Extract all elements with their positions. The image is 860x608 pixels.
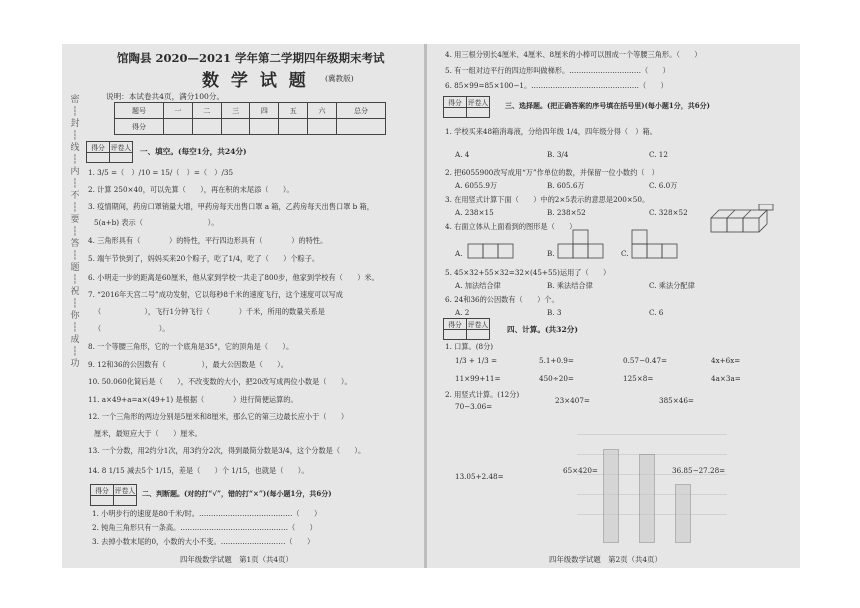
vertical-calc-item: 36.85−27.28=	[672, 466, 726, 475]
oral-calc-item: 125×8=	[623, 374, 654, 383]
choice-option: C. 6	[649, 308, 664, 317]
score-header: 题号	[115, 103, 164, 119]
choice-question: 5. 45×32+55×32=32×(45+55)运用了（ ）	[445, 268, 611, 277]
score-header: 四	[250, 103, 279, 119]
question: 5. 端午节快到了，妈妈买来20个粽子，吃了1/4，吃了（ ）个粽子。	[88, 254, 320, 263]
question: 2. 计算 250×40，可以先算（ ），再在积的末尾添（ ）。	[88, 185, 294, 194]
question: （ ），飞行1分钟飞行（ ）千米，所用的数量关系是	[94, 307, 325, 316]
oral-calc-item: 5.1+0.9=	[539, 356, 574, 365]
question: 厘米，最短应大于（ ）厘米。	[94, 429, 202, 438]
vertical-calc-item: 70−3.06=	[455, 402, 493, 411]
choice-option: B.	[547, 249, 555, 258]
right-page	[427, 44, 800, 568]
choice-question: 6. 24和36的公因数有（ ）个。	[445, 295, 559, 304]
left-page	[62, 44, 425, 568]
choice-option: A. 2	[455, 308, 470, 317]
margin-char: 不	[70, 191, 80, 201]
showthrough-bar	[675, 484, 691, 543]
margin-char: 要	[70, 215, 80, 225]
judge-item: 3. 去掉小数末尾的0，小数的大小不变。………………………（ ）	[92, 537, 315, 546]
score-header: 二	[192, 103, 221, 119]
choice-option: C. 乘法分配律	[649, 281, 695, 290]
question: 13. 一个分数，用2约分1次，用3约分2次，得到最简分数是3/4，这个分数是（ ）。	[88, 446, 366, 455]
vertical-calc-item: 23×407=	[555, 396, 590, 405]
question: 9. 12和36的公因数有（ ），最大公因数是（ ）。	[88, 360, 288, 369]
option-a-figure	[467, 243, 515, 259]
question: 8. 一个等腰三角形，它的一个底角是35°，它的顶角是（ ）。	[88, 342, 294, 351]
oral-calc-item: 0.57−0.47=	[623, 356, 668, 365]
choice-option: C. 12	[649, 150, 668, 159]
score-header: 一	[164, 103, 193, 119]
vertical-calc-item: 13.05+2.48=	[455, 472, 504, 481]
choice-option: A. 加法结合律	[455, 281, 501, 290]
option-c-figure	[631, 229, 679, 259]
section-title: 一、填空。(每空1分，共24分)	[140, 147, 247, 156]
question: 1. 3/5 =（ ）/10 = 15/（ ）=（ ）/35	[88, 168, 234, 177]
choice-option: C. 6.0万	[649, 181, 678, 190]
showthrough-bar	[603, 449, 619, 543]
choice-option: C. 328×52	[649, 208, 688, 217]
grader-box: 得分 评卷人	[86, 141, 133, 163]
cube-stack-figure	[709, 204, 779, 240]
calc-heading: 2. 用竖式计算。(12分)	[445, 390, 520, 399]
oral-calc-item: 4a×3a=	[711, 374, 741, 383]
margin-char: 线	[70, 143, 80, 153]
margin-char: 成	[70, 335, 80, 345]
question: 6. 小明走一步的距离是60厘米，他从家到学校一共走了800步，他家到学校有（ ）米。	[88, 273, 379, 282]
score-header: 三	[221, 103, 250, 119]
score-header: 五	[279, 103, 308, 119]
vertical-calc-item: 385×46=	[659, 396, 694, 405]
choice-option: B. 3/4	[547, 150, 569, 159]
showthrough-bar	[639, 454, 655, 543]
section-title: 四、计算。(共32分)	[507, 325, 578, 334]
judge-item: 5. 有一组对边平行的四边形叫做梯形。…………………………（ ）	[445, 66, 670, 75]
question: 11. a×49+a=a×(49+1) 是根据（ ）进行简便运算的。	[88, 395, 298, 404]
exam-title: 馆陶县 2020—2021 学年第二学期四年级期末考试	[117, 51, 385, 65]
choice-option: B. 乘法结合律	[547, 281, 593, 290]
question: 12. 一个三角形的两边分别是5厘米和8厘米，那么它的第三边最长应小于（ ）	[88, 412, 349, 421]
choice-option: B. 3	[547, 308, 562, 317]
margin-char: 内	[70, 167, 80, 177]
score-header: 六	[308, 103, 337, 119]
question: （ ）。	[94, 324, 170, 333]
calc-heading: 1. 口算。(8分)	[445, 342, 494, 351]
oral-calc-item: 1/3 + 1/3 =	[455, 356, 498, 365]
choice-option: A.	[455, 249, 463, 258]
option-b-figure	[557, 229, 605, 259]
question: 10. 50.060化简后是（ ），不改变数的大小，把20改写成两位小数是（ ）。	[88, 377, 352, 386]
oral-calc-item: 4x+6x=	[711, 356, 741, 365]
judge-item: 1. 小明步行的速度是80千米/时。…………………………………（ ）	[92, 509, 322, 518]
question: 14. 8 1/15 减去5个 1/15，差是（ ）个 1/15，也就是（ ）。	[88, 466, 309, 475]
oral-calc-item: 450÷20=	[539, 374, 574, 383]
exam-note: 说明：本试卷共4页，满分100分。	[106, 92, 225, 101]
section-title: 二、判断题。(对的打“√”，错的打“×”)(每小题1分，共6分)	[142, 489, 332, 498]
section-title: 三、选择题。(把正确答案的序号填在括号里)(每小题1分，共6分)	[505, 101, 710, 110]
question: 4. 三角形具有（ ）的特性，平行四边形具有（ ）的特性。	[88, 236, 328, 245]
edition-label: (冀教版)	[325, 74, 354, 83]
question: 3. 疫情期间，药房口罩销量大增，甲药房每天出售口罩 a 箱，乙药房每天出售口罩 b 箱，	[88, 202, 374, 211]
score-header: 总分	[336, 103, 385, 119]
score-row-label: 得分	[115, 119, 164, 135]
margin-char: 祝	[70, 287, 80, 297]
choice-question: 2. 把6055900改写成用“万”作单位的数，并保留一位小数约（ ）	[445, 168, 659, 177]
choice-option: B. 238×52	[547, 208, 586, 217]
grader-box: 得分 评卷人	[443, 318, 490, 340]
margin-char: 封	[70, 119, 80, 129]
choice-option: A. 4	[455, 150, 470, 159]
margin-char: 你	[70, 311, 80, 321]
margin-char: 答	[70, 239, 80, 249]
choice-option: A. 6055.9万	[455, 181, 498, 190]
oral-calc-item: 11×99+11=	[455, 374, 501, 383]
grader-box: 得分 评卷人	[443, 96, 490, 118]
seal-line-margin: 密 ┆ 封 ┆ 线 ┆ 内 ┆ 不 ┆ 要 ┆ 答 ┆ 题 ┆ 祝 ┆ 你 ┆ 成 ┆ 功	[68, 94, 82, 370]
judge-item: 4. 用三根分别长4厘米、4厘米、8厘米的小棒可以围成一个等腰三角形。（ ）	[445, 50, 702, 59]
margin-char: 密	[70, 95, 80, 105]
judge-item: 2. 钝角三角形只有一条高。………………………………………（ ）	[92, 523, 317, 532]
choice-question: 4. 右面立体从上面看到的图形是（ ）	[445, 222, 577, 231]
margin-char: 题	[70, 263, 80, 273]
question: 7. “2016年天宫二号”成功发射，它以每秒8千米的速度飞行，这个速度可以写成	[88, 290, 343, 299]
choice-option: B. 605.6万	[547, 181, 585, 190]
grader-box: 得分 评卷人	[90, 484, 137, 506]
vertical-calc-item: 65×420=	[563, 466, 598, 475]
question: 5(a+b) 表示（ ）。	[94, 218, 219, 227]
page-footer: 四年级数学试题 第1页（共4页）	[180, 555, 293, 564]
choice-question: 1. 学校买来48箱消毒液，分给四年级 1/4，四年级分得（ ）箱。	[445, 127, 657, 136]
choice-option: C.	[621, 249, 629, 258]
subject-title: 数 学 试 题	[202, 71, 309, 91]
choice-question: 3. 在用竖式计算下面（ ）中的2×5表示的意思是200×50。	[445, 195, 650, 204]
score-table	[114, 102, 386, 135]
judge-item: 6. 85×99=85×100−1。………………………………………（ ）	[445, 81, 668, 90]
page-footer: 四年级数学试题 第2页（共4页）	[549, 555, 662, 564]
margin-char: 功	[70, 359, 80, 369]
choice-option: A. 238×15	[455, 208, 494, 217]
